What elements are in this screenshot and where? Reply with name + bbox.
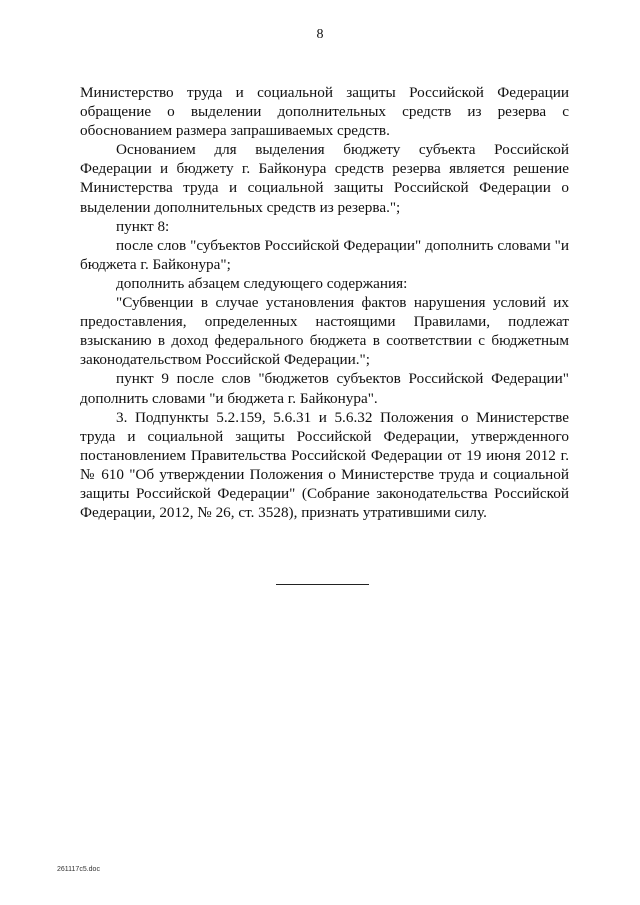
paragraph-subventions: "Субвенции в случае установления фактов нарушения условий их предоставления, определенных настоящими Правилами, подлежат взысканию в доход федерального бюджета в соответствии с бюджетным законодательством Российской Федерации."; xyxy=(80,294,569,369)
footer-filename: 261117с5.doc xyxy=(57,866,100,873)
document-body xyxy=(80,83,569,522)
paragraph-item-8: пункт 8: xyxy=(116,217,170,235)
paragraph-section-3: 3. Подпункты 5.2.159, 5.6.31 и 5.6.32 Положения о Министерстве труда и социальной защиты Российской Федерации, утвержденного постановлением Правительства Российской Федерации от 19 июня 2012 г. № 610 "Об утверждении Положения о Министерстве труда и социальной защиты Российской Федерации" (Собрание законодательства Российской Федерации, 2012, № 26, ст. 3528), признать утратившими силу. xyxy=(80,408,569,522)
paragraph-after-words: после слов "субъектов Российской Федерации" дополнить словами "и бюджета г. Байконура"; xyxy=(80,236,569,273)
paragraph-add-clause: дополнить абзацем следующего содержания: xyxy=(116,274,408,292)
page-number: 8 xyxy=(316,27,324,42)
paragraph-basis: Основанием для выделения бюджету субъекта Российской Федерации и бюджету г. Байконура средств резерва является решение Министерства труда и социальной защиты Российской Федерации о выделении дополнительных средств из резерва."; xyxy=(80,141,569,216)
paragraph-continuation: Министерство труда и социальной защиты Российской Федерации обращение о выделении дополнительных средств из резерва с обоснованием размера запрашиваемых средств. xyxy=(80,84,569,140)
paragraph-item-9: пункт 9 после слов "бюджетов субъектов Российской Федерации" дополнить словами "и бюджета г. Байконура". xyxy=(80,370,569,407)
end-divider-line xyxy=(276,584,369,585)
